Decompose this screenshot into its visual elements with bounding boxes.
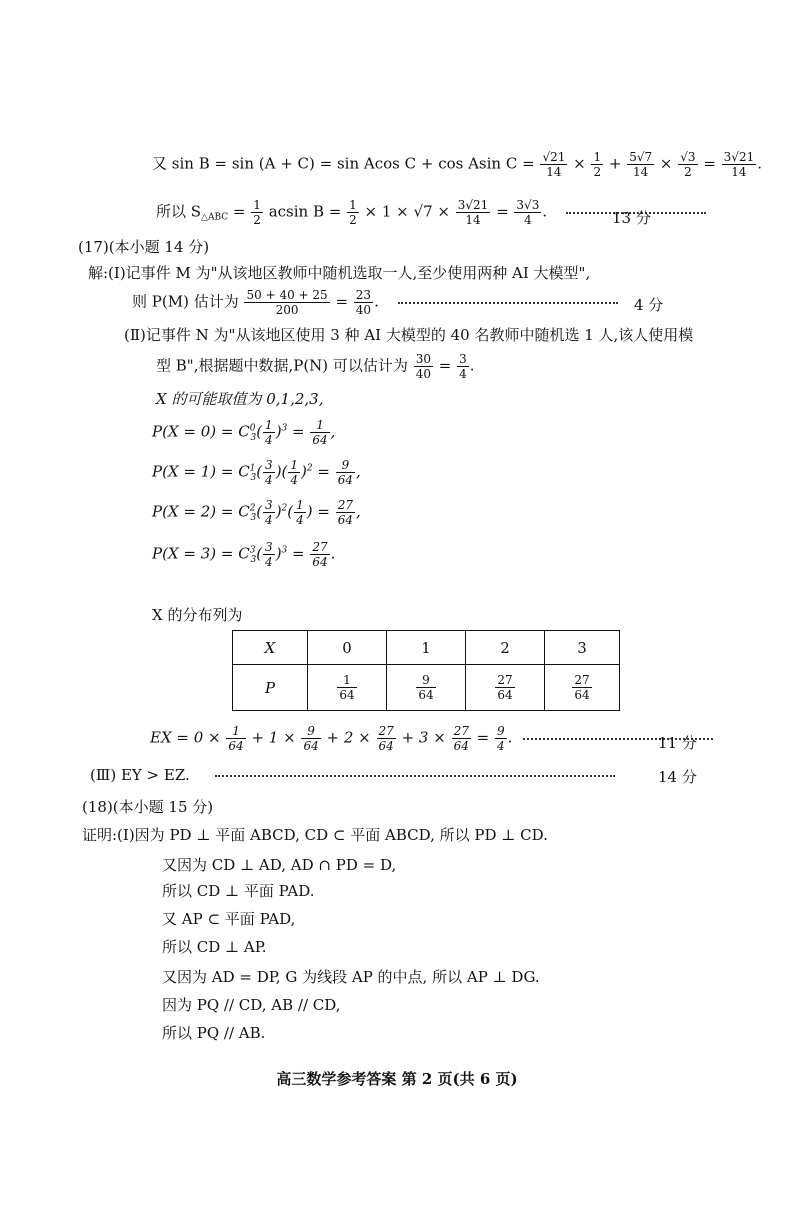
ex-line: EX = 0 × $\frac{1}{64}$ + 1 × $\frac{9}{64}$ + 2 × $\frac{27}{64}$ + 3 × $\frac{27}{64}$ = $\frac{9}{4}$ . <box>150 724 713 753</box>
p0-line: $P(X = 0) = C^0_3$( $\frac{1}{4}$ )$^3$ = $\frac{1}{64}$ , <box>152 418 336 447</box>
p3-line: $P(X = 3) = C^3_3$( $\frac{3}{4}$ )$^3$ = $\frac{27}{64}$ . <box>152 540 336 569</box>
fraction <box>294 498 306 527</box>
frac-den: 200 <box>275 303 299 317</box>
frac-den: 64 <box>337 473 354 487</box>
frac-num: 1 <box>593 150 602 164</box>
area-mid: acsin B = <box>268 202 342 221</box>
fraction <box>354 288 373 317</box>
fraction <box>495 724 507 753</box>
fraction <box>251 198 263 227</box>
frac-num: 9 <box>416 673 435 688</box>
fraction <box>263 418 275 447</box>
sinB-prefix: 又 sin B = sin (A + C) = sin Acos C + cos Asin C = <box>152 154 535 173</box>
ex-prefix: EX = 0 × <box>150 728 221 747</box>
frac-den: 4 <box>265 473 273 487</box>
fraction <box>244 288 329 317</box>
table-cell: 1 <box>387 631 466 665</box>
frac-num: 27 <box>453 724 469 738</box>
table-cell: P <box>233 665 308 711</box>
score-4: 4 分 <box>634 296 664 314</box>
frac-num: 3√21 <box>723 150 755 164</box>
frac-num: 27 <box>337 498 354 512</box>
table-row <box>233 631 620 665</box>
frac-den: 14 <box>633 165 649 179</box>
fraction <box>456 198 491 227</box>
fraction <box>336 458 355 487</box>
x-values: X 的可能取值为 0,1,2,3, <box>156 390 324 408</box>
frac-den: 64 <box>312 555 328 569</box>
ex-term: + 1 × <box>251 728 296 747</box>
table-cell <box>387 665 466 711</box>
frac-den: 4 <box>524 213 532 227</box>
frac-num: 3√21 <box>457 198 489 212</box>
part3-text: (Ⅲ) EY > EZ. <box>90 766 190 784</box>
fraction <box>452 724 471 753</box>
part2-line2: 型 B",根据题中数据,P(N) 可以估计为 $\frac{30}{40}$ = $\frac{3}{4}$ . <box>156 352 475 381</box>
frac-num: 30 <box>415 352 431 366</box>
score-14: 14 分 <box>658 768 697 786</box>
dist-title: X 的分布列为 <box>152 606 243 624</box>
frac-den: 64 <box>497 688 513 702</box>
frac-den: 14 <box>465 213 481 227</box>
p1-line: $P(X = 1) = C^1_3$( $\frac{3}{4}$ )( $\frac{1}{4}$ )$^2$ = $\frac{9}{64}$ , <box>152 458 361 487</box>
frac-den: 4 <box>296 513 304 527</box>
fraction <box>263 458 275 487</box>
section-18-header: (18)(本小题 15 分) <box>82 798 214 816</box>
frac-num: 1 <box>349 198 357 212</box>
frac-num: 1 <box>265 418 273 432</box>
area-mid2: × 1 × √7 × <box>364 202 450 221</box>
frac-den: 2 <box>593 165 602 179</box>
p1-prefix: P(X = 1) = C <box>152 462 250 481</box>
frac-num: 23 <box>355 288 372 302</box>
frac-num: 27 <box>312 540 328 554</box>
frac-den: 64 <box>312 433 328 447</box>
p2-prefix: P(X = 2) = C <box>152 502 250 521</box>
score-11: 11 分 <box>658 734 697 752</box>
frac-den: 64 <box>303 739 319 753</box>
table-row <box>233 665 620 711</box>
frac-num: 1 <box>290 458 299 472</box>
fraction <box>226 724 245 753</box>
frac-num: 5√7 <box>629 150 653 164</box>
proof-line: 所以 CD ⊥ 平面 PAD. <box>162 882 315 900</box>
p2-line: $P(X = 2) = C^2_3$( $\frac{3}{4}$ )$^2$( $\frac{1}{4}$ ) = $\frac{27}{64}$ , <box>152 498 361 527</box>
frac-num: 1 <box>310 418 329 433</box>
area-eq: = <box>232 202 251 221</box>
frac-num: √3 <box>680 150 696 164</box>
fraction <box>722 150 757 179</box>
frac-den: 40 <box>415 367 431 381</box>
frac-num: 3 <box>265 458 273 472</box>
ex-term: + 2 × <box>326 728 371 747</box>
frac-den: 40 <box>355 303 372 317</box>
proof-line: 所以 CD ⊥ AP. <box>162 938 267 956</box>
frac-num: 3 <box>459 352 467 366</box>
fraction <box>416 673 435 702</box>
area-subscript: △ABC <box>201 212 229 223</box>
proof-line: 又 AP ⊂ 平面 PAD, <box>162 910 296 928</box>
page-footer: 高三数学参考答案 第 2 页(共 6 页) <box>276 1070 518 1088</box>
fraction <box>336 498 355 527</box>
frac-den: 14 <box>546 165 562 179</box>
table-cell: X <box>233 631 308 665</box>
distribution-table <box>232 630 620 711</box>
fraction <box>591 150 603 179</box>
fraction <box>414 352 433 381</box>
score-13: 13 分 <box>612 209 651 227</box>
fraction <box>347 198 359 227</box>
section-17-header: (17)(本小题 14 分) <box>78 238 210 256</box>
frac-den: 4 <box>496 739 505 753</box>
frac-den: 2 <box>684 165 692 179</box>
frac-den: 4 <box>265 513 273 527</box>
p0-prefix: P(X = 0) = C <box>152 422 250 441</box>
fraction <box>495 673 514 702</box>
frac-den: 64 <box>574 688 590 702</box>
part1-text: 解:(Ⅰ)记事件 M 为"从该地区教师中随机选取一人,至少使用两种 AI 大模型", <box>88 264 591 282</box>
proof-line: 因为 PQ // CD, AB // CD, <box>162 996 341 1014</box>
fraction <box>337 673 356 702</box>
frac-num: 1 <box>296 498 304 512</box>
frac-den: 4 <box>290 473 299 487</box>
frac-den: 64 <box>228 739 244 753</box>
fraction <box>572 673 591 702</box>
frac-num: 1 <box>226 724 245 739</box>
frac-den: 4 <box>459 367 467 381</box>
fraction <box>301 724 320 753</box>
frac-num: √21 <box>542 150 566 164</box>
frac-den: 64 <box>339 688 355 702</box>
fraction <box>377 724 396 753</box>
frac-num: 9 <box>496 724 505 738</box>
frac-num: 27 <box>378 724 394 738</box>
fraction <box>288 458 300 487</box>
table-cell: 3 <box>545 631 620 665</box>
fraction <box>540 150 567 179</box>
proof-line: 又因为 AD = DP, G 为线段 AP 的中点, 所以 AP ⊥ DG. <box>162 968 540 986</box>
area-line: 所以 $S_{\triangle ABC}$ = $\frac{1}{2}$ acsin B = $\frac{1}{2}$ × 1 × √7 × $\frac{3√21}{14}$ = $\frac{3√3}{4}$ . <box>156 198 706 227</box>
area-prefix: 所以 S <box>156 202 202 221</box>
leader-dots <box>215 775 615 777</box>
proof-line: 证明:(Ⅰ)因为 PD ⊥ 平面 ABCD, CD ⊂ 平面 ABCD, 所以 PD ⊥ CD. <box>82 826 548 844</box>
frac-den: 64 <box>453 739 469 753</box>
fraction <box>457 352 469 381</box>
part2-line2-text: 型 B",根据题中数据,P(N) 可以估计为 <box>156 356 408 375</box>
part1-est-prefix: 则 P(M) 估计为 <box>132 292 239 311</box>
frac-num: 3 <box>265 498 273 512</box>
frac-num: 1 <box>337 673 356 688</box>
p3-prefix: P(X = 3) = C <box>152 544 250 563</box>
fraction <box>678 150 697 179</box>
frac-num: 50 + 40 + 25 <box>246 288 328 302</box>
table-cell <box>545 665 620 711</box>
proof-line: 又因为 CD ⊥ AD, AD ∩ PD = D, <box>162 856 397 874</box>
frac-den: 64 <box>418 688 434 702</box>
frac-num: 1 <box>253 198 261 212</box>
frac-num: 27 <box>574 673 590 687</box>
fraction <box>310 418 329 447</box>
frac-den: 14 <box>731 165 747 179</box>
frac-den: 4 <box>265 433 273 447</box>
table-cell: 2 <box>466 631 545 665</box>
part3-line <box>90 766 615 784</box>
fraction <box>263 540 275 569</box>
frac-den: 64 <box>337 513 354 527</box>
frac-den: 2 <box>253 213 261 227</box>
part1-estimate: 则 P(M) 估计为 $\frac{50 + 40 + 25}{200}$ = $\frac{23}{40}$ . <box>132 288 618 317</box>
table-cell: 0 <box>308 631 387 665</box>
frac-num: 3 <box>265 540 273 554</box>
fraction <box>627 150 654 179</box>
part2-line1: (Ⅱ)记事件 N 为"从该地区使用 3 种 AI 大模型的 40 名教师中随机选 1 人,该人使用模 <box>124 326 694 344</box>
frac-den: 4 <box>265 555 273 569</box>
fraction <box>263 498 275 527</box>
frac-num: 27 <box>497 673 513 687</box>
leader-dots <box>398 302 618 304</box>
table-cell <box>466 665 545 711</box>
proof-line: 所以 PQ // AB. <box>162 1024 266 1042</box>
frac-num: 9 <box>301 724 320 739</box>
fraction <box>310 540 329 569</box>
frac-den: 2 <box>349 213 357 227</box>
fraction <box>514 198 541 227</box>
frac-num: 9 <box>336 458 355 473</box>
sinB-line: 又 sin B = sin (A + C) = sin Acos C + cos Asin C = $\frac{√21}{14}$ × $\frac{1}{2}$ + $\frac{5√7}{14}$ × $\frac{√3}{2}$ = $\frac{3√21}{14}$ . <box>152 150 762 179</box>
table-cell <box>308 665 387 711</box>
frac-num: 3√3 <box>516 198 540 212</box>
ex-term: + 3 × <box>401 728 446 747</box>
frac-den: 64 <box>378 739 394 753</box>
